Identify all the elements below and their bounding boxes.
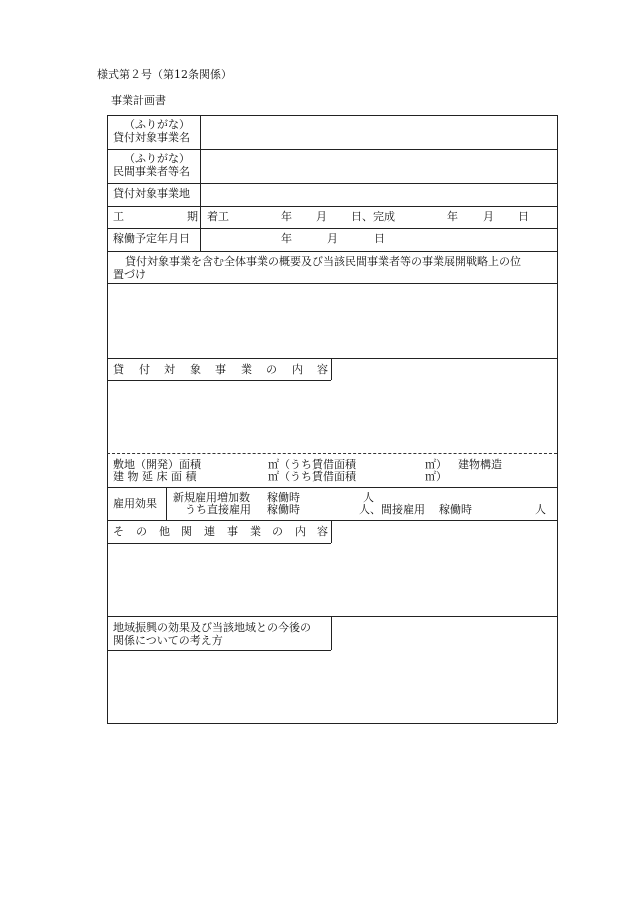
content-field[interactable] [108, 381, 556, 452]
construction-start-label: 着工 [207, 210, 229, 223]
content-char: 容 [317, 363, 328, 376]
operation-date-label: 稼働予定年月日 [113, 232, 190, 245]
direct-hire-operation-label: 稼働時 [267, 503, 300, 516]
other-char: 連 [204, 525, 215, 538]
operation-day: 日 [374, 232, 385, 245]
site-area-label: 敷地（開発）面積 [113, 458, 201, 471]
construction-label-right: 期 [187, 210, 198, 223]
employment-label: 雇用効果 [113, 497, 157, 510]
site-area-unit-close: ㎡） [425, 458, 447, 471]
new-hire-operation-label: 稼働時 [267, 491, 300, 504]
other-char: の [272, 525, 283, 538]
operation-month: 月 [327, 232, 338, 245]
construction-label-left: 工 [113, 210, 124, 223]
content-char: 対 [164, 363, 175, 376]
construction-month2: 月 [483, 210, 494, 223]
other-char: 内 [295, 525, 306, 538]
operation-year: 年 [281, 232, 292, 245]
regional-field[interactable] [108, 651, 556, 722]
overview-field[interactable] [108, 284, 556, 357]
other-field[interactable] [108, 544, 556, 615]
operator-name-furigana: （ふりがな） [124, 152, 190, 165]
content-char: 象 [190, 363, 201, 376]
overview-line2: 置づけ [113, 268, 146, 281]
content-char: 事 [215, 363, 226, 376]
new-hire-label: 新規雇用増加数 [173, 491, 250, 504]
other-char: 事 [227, 525, 238, 538]
indirect-person-unit: 人 [535, 503, 546, 516]
location-label: 貸付対象事業地 [113, 187, 190, 200]
site-area-unit: ㎡（うち賃借面積 [268, 458, 356, 471]
regional-line1: 地域振興の効果及び当該地域との今後の [113, 621, 311, 634]
content-char: 内 [292, 363, 303, 376]
regional-line2: 関係についての考え方 [113, 634, 223, 647]
floor-area-unit-close: ㎡） [425, 470, 447, 483]
other-char: 関 [181, 525, 192, 538]
page-title: 事業計画書 [111, 94, 166, 107]
operator-name-label: 民間事業者等名 [113, 165, 190, 178]
other-char: 業 [250, 525, 261, 538]
construction-day1-complete: 日、完成 [351, 210, 395, 223]
floor-area-unit: ㎡（うち賃借面積 [268, 470, 356, 483]
construction-year2: 年 [447, 210, 458, 223]
project-name-label: 貸付対象事業名 [113, 131, 190, 144]
content-char: 付 [139, 363, 150, 376]
indirect-operation-label: 稼働時 [439, 503, 472, 516]
overview-line1: 貸付対象事業を含む全体事業の概要及び当該民間事業者等の事業展開戦略上の位 [125, 255, 521, 268]
other-char: 容 [317, 525, 328, 538]
new-hire-person-unit: 人 [363, 491, 374, 504]
content-char: の [266, 363, 277, 376]
direct-hire-label: うち直接雇用 [185, 503, 251, 516]
building-structure-label: 建物構造 [458, 458, 502, 471]
direct-indirect-label: 人、間接雇用 [359, 503, 425, 516]
other-char: そ [113, 525, 124, 538]
content-char: 業 [241, 363, 252, 376]
floor-area-label: 建 物 延 床 面 積 [113, 470, 197, 483]
construction-year1: 年 [281, 210, 292, 223]
form-number: 様式第２号（第12条関係） [97, 68, 232, 81]
content-char: 貸 [113, 363, 124, 376]
project-name-furigana: （ふりがな） [124, 118, 190, 131]
construction-day2: 日 [518, 210, 529, 223]
construction-month1: 月 [316, 210, 327, 223]
other-char: 他 [159, 525, 170, 538]
other-char: の [136, 525, 147, 538]
